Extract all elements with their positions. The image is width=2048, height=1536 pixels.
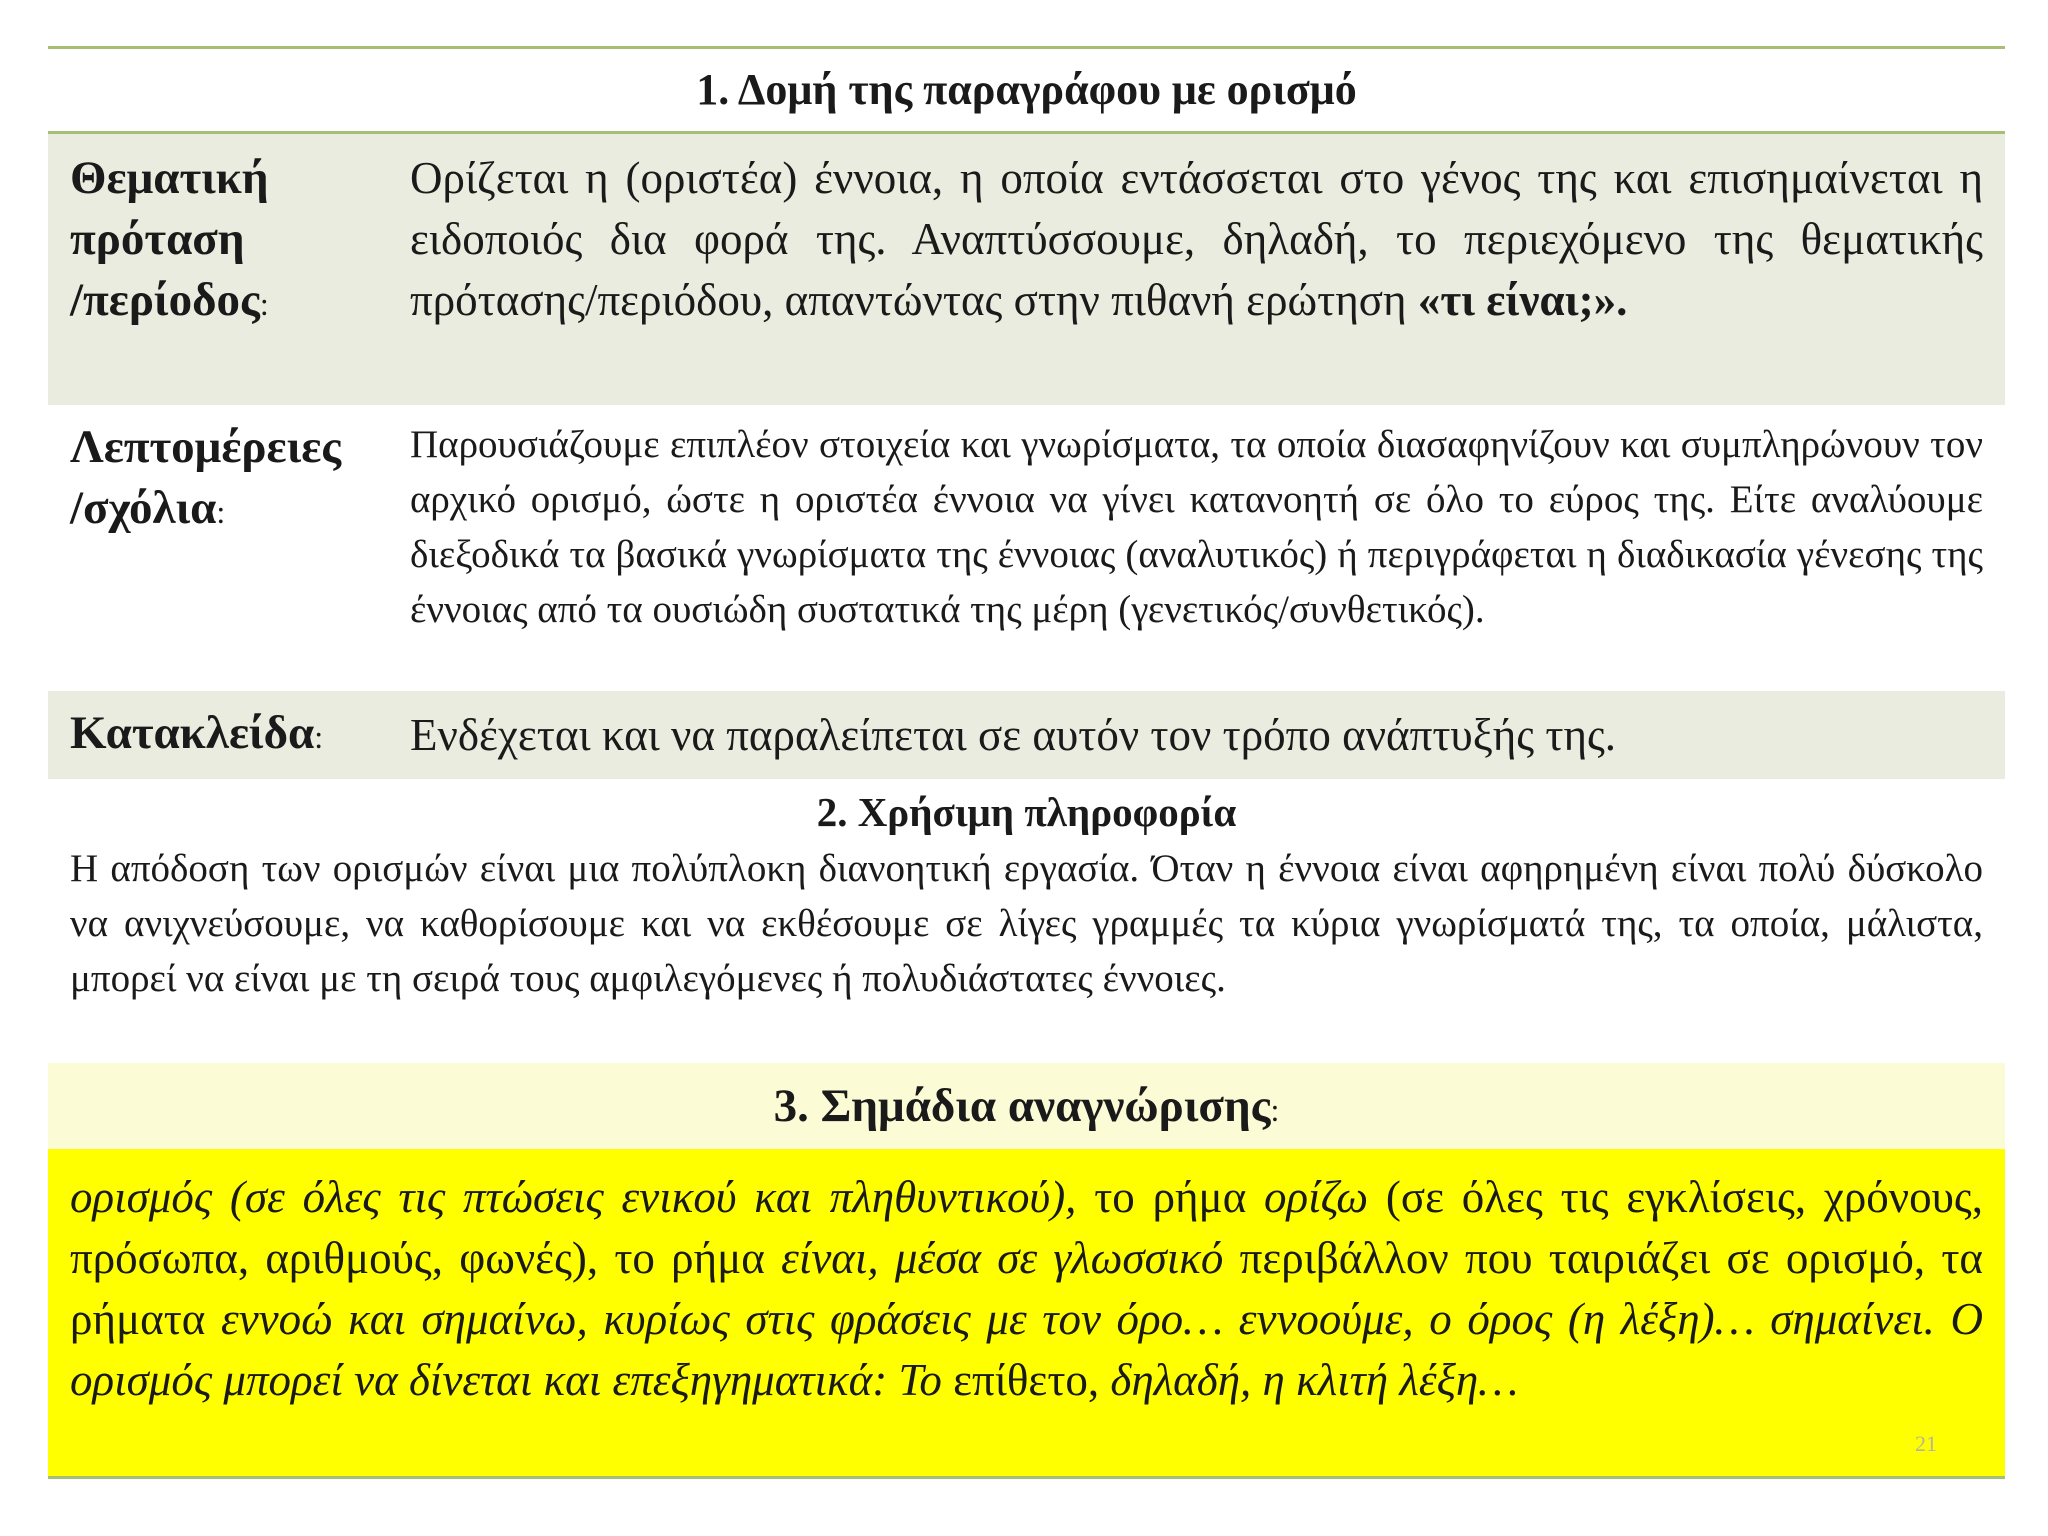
section3-title	[48, 1063, 2005, 1149]
row-text: Παρουσιάζουμε επιπλέον στοιχεία και γνωρίσματα, τα οποία διασαφηνίζουν και συμπληρώνουν τον αρχικό ορισμό, ώστε η οριστέα έννοια να γίνει κατανοητή σε όλο το εύρος της. Είτε αναλύουμε διεξοδικά τα βασικά γνωρίσματα της έννοιας (αναλυτικός) ή περιγράφεται η διαδικασία γένεσης της έννοιας από τα ουσιώδη συστατικά της μέρη (γενετικός/συνθετικός).	[410, 423, 1983, 631]
body-italic: είναι, μέσα σε γλωσσικό	[781, 1233, 1224, 1283]
row-text-bold: «τι είναι;».	[1417, 275, 1628, 325]
label-line: /σχόλια	[70, 482, 217, 534]
label-line: πρόταση	[70, 213, 245, 265]
row-conclusion	[48, 691, 2005, 779]
section2-body: Η απόδοση των ορισμών είναι μια πολύπλοκη διανοητική εργασία. Όταν η έννοια είναι αφηρημένη είναι πολύ δύσκολο να ανιχνεύσουμε, να καθορίσουμε και να εκθέσουμε σε λίγες γραμμές τα κύρια γνωρίσματά της, τα οποία, μάλιστα, μπορεί να είναι με τη σειρά τους αμφιλεγόμενες ή πολυδιάστατες έννοιες.	[70, 847, 1983, 1000]
row-text	[410, 148, 2005, 405]
row-label	[48, 703, 410, 768]
label-colon: :	[314, 718, 324, 755]
body-text: επίθετο,	[941, 1355, 1111, 1405]
label-line: Λεπτομέρειες	[70, 421, 342, 473]
slide	[48, 46, 2005, 1479]
label-line: /περίοδος	[70, 274, 260, 326]
row-details	[48, 405, 2005, 691]
label-colon: :	[216, 494, 226, 530]
row-text-body: Ορίζεται η (οριστέα) έννοια, η οποία εντάσσεται στο γένος της και επισημαίνεται η ειδοποιός δια φορά της. Αναπτύσσουμε, δηλαδή, το περιεχόμενο της θεματικής πρότασης/περιόδου, απαντώντας στην πιθανή ερώτηση	[410, 153, 1983, 325]
row-label	[48, 148, 410, 405]
body-text: περιβάλλον που ταιριάζει σε ορισμό, τα ρήματα	[70, 1233, 1983, 1344]
body-italic: εννοώ και σημαίνω, κυρίως στις φράσεις με τον όρο… εννοούμε, ο όρος (η λέξη)… σημαίνει. Ο ορισμός μπορεί να δίνεται και επεξηγηματικά: Το	[70, 1294, 1983, 1405]
section3-body	[48, 1149, 2005, 1476]
bottom-rule	[48, 1476, 2005, 1479]
body-text: το ρήμα	[1076, 1172, 1265, 1222]
section2-title: 2. Χρήσιμη πληροφορία	[816, 789, 1237, 835]
row-thematic-sentence	[48, 134, 2005, 405]
body-text: (σε όλες τις εγκλίσεις, χρόνους, πρόσωπα, αριθμούς, φωνές), το ρήμα	[70, 1172, 1983, 1283]
body-italic: ορίζω	[1264, 1172, 1369, 1222]
row-label	[48, 417, 410, 691]
body-italic: δηλαδή, η κλιτή λέξη…	[1110, 1355, 1519, 1405]
section3-title-text: 3. Σημάδια αναγνώρισης	[773, 1080, 1271, 1132]
row-text: Ενδέχεται και να παραλείπεται σε αυτόν τον τρόπο ανάπτυξής της.	[410, 709, 1617, 760]
label-line: Θεματική	[70, 152, 269, 204]
section1-title: 1. Δομή της παραγράφου με ορισμό	[696, 65, 1357, 114]
page-number: 21	[1915, 1431, 1937, 1456]
section3-title-colon: :	[1270, 1092, 1280, 1128]
label-colon: :	[259, 286, 269, 322]
body-italic: ορισμός (σε όλες τις πτώσεις ενικού και πληθυντικού),	[70, 1172, 1077, 1222]
label-line: Κατακλείδα	[70, 706, 315, 759]
